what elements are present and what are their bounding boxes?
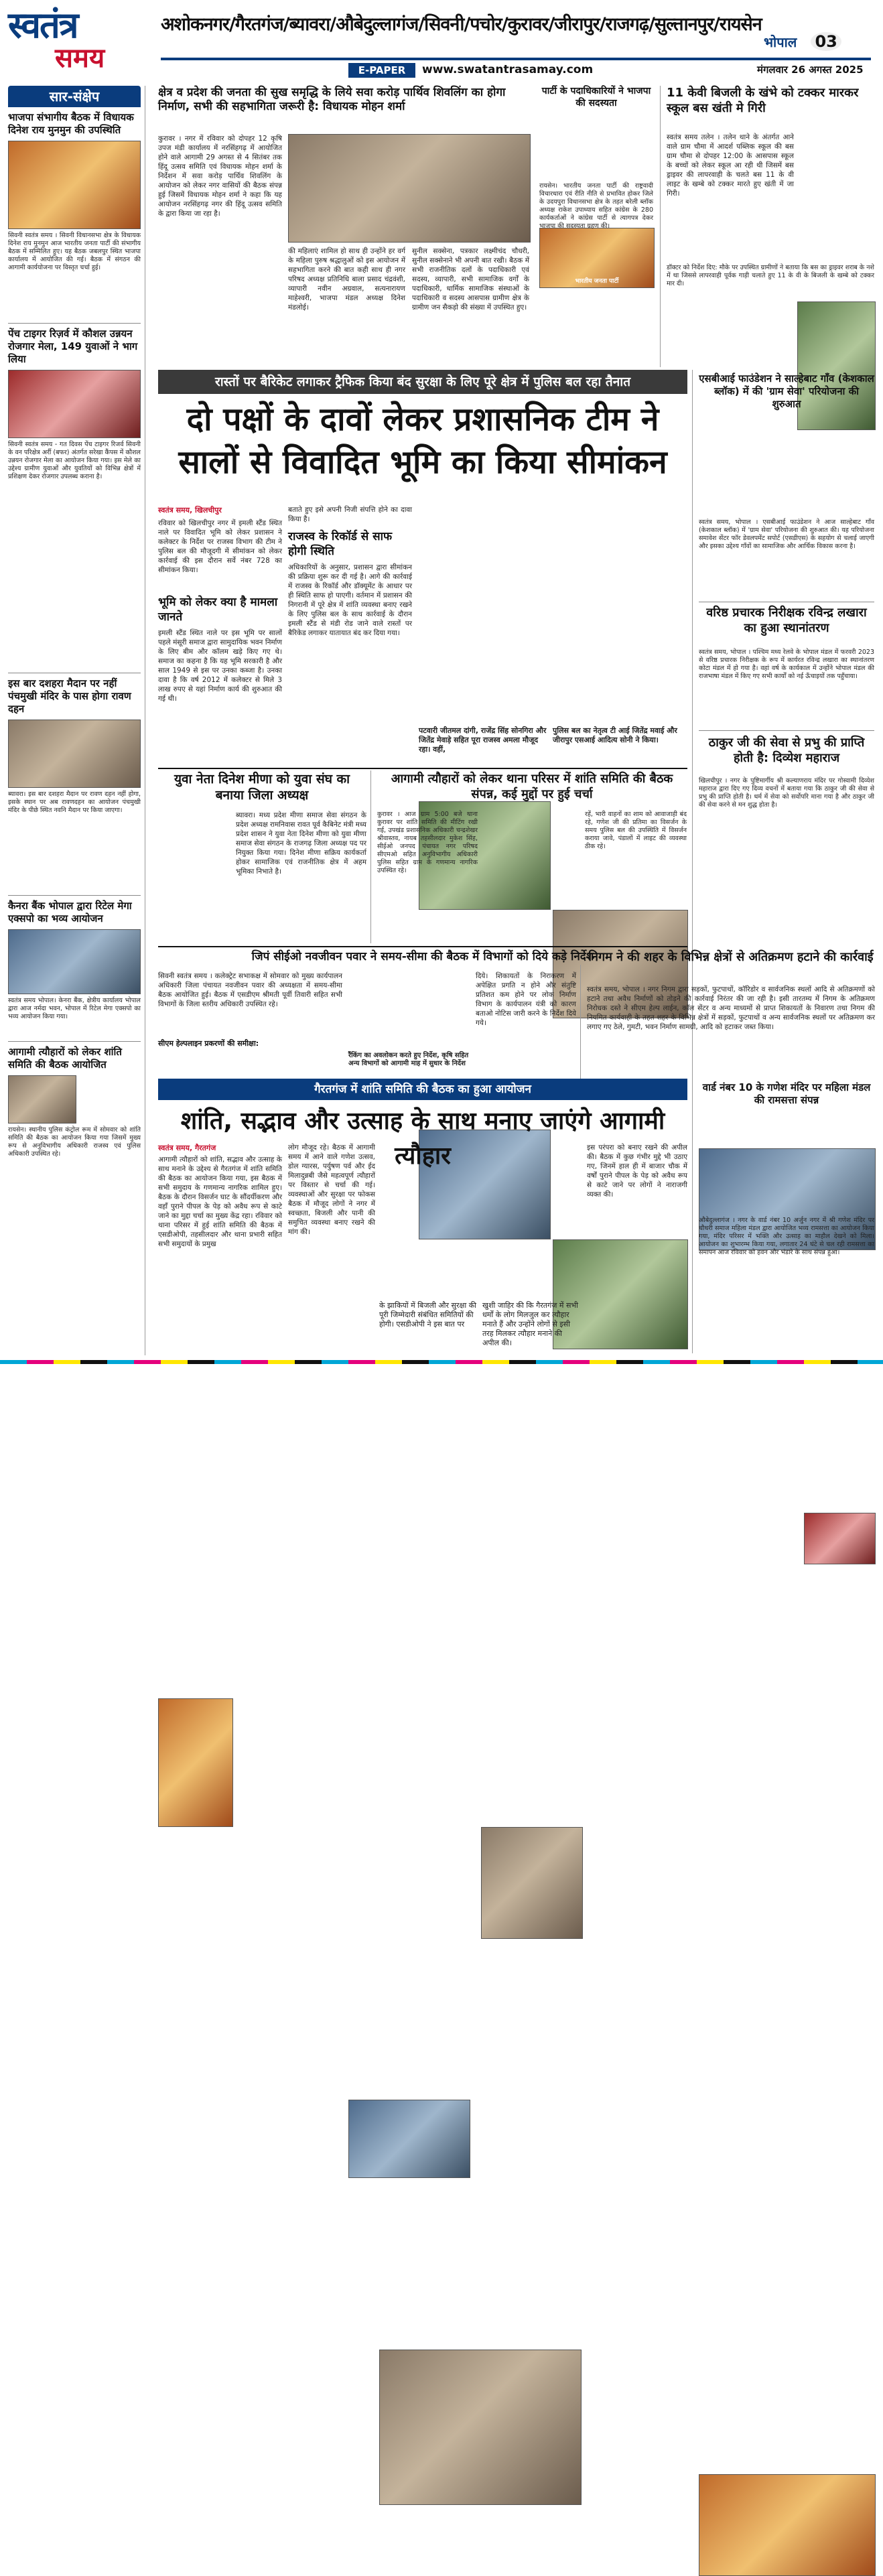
bottom-col2: लोग मौजूद रहे। बैठक में आगामी समय में आने वाले गणेश उत्सव, डोल ग्यारस, पर्युषण पर्व और ईद मिलादुन्नबी जैसे महत्वपूर्ण त्यौहारों पर विस्तार से चर्चा की गई। व्यवस्थाओं और सुरक्षा पर फोकस बैठक में मौजूद लोगों ने नगर में स्वच्छता, बिजली और पानी की समुचित व्यवस्था बनाए रखने की मांग की।	[288, 1144, 375, 1236]
lead-col1-body2: इमली स्टैंड स्थित नाले पर इस भूमि पर सालों पहले मंसूरी समाज द्वारा सामुदायिक भवन निर्माण के लिए बीम और कॉलम खड़े किए गए थे। समाज का कहना है कि यह भूमि सरकारी है और साल 1949 से इस पर उनका कब्जा है। उनका दावा है कि वर्ष 2012 में कलेक्टर से मिले 3 लाख रुपए से यहां निर्माण कार्य की शुरुआत की गई थी।	[158, 629, 282, 703]
party-banner-text: भारतीय जनता पार्टी	[575, 278, 619, 285]
lead-subhead-1: भूमि को लेकर क्या है मामला जानते	[158, 596, 278, 624]
lead-caption-1: पटवारी जीतमल दांगी, राजेंद्र सिंह सोनगिरा और जितेंद्र मेवाड़े सहित पूरा राजस्व अमला मौजूद रहा। वहीं,	[419, 726, 547, 754]
story-shanti-body2: रहें, भारी वाहनों का शाम को आवाजाही बंद रहे, गणेश जी की प्रतिमा का विसर्जन के समय पुलिस बल की उपस्थिति में विसर्जन कराया जावे, पंडालों में लाइट की व्यवस्था ठीक रहे।	[585, 811, 687, 850]
sidebar-photo-fair	[8, 370, 141, 438]
divider	[8, 1041, 141, 1042]
sidebar-item-body: सिवनी स्वतंत्र समय । सिवनी विधानसभा क्षेत्र के विधायक दिनेश राय मुनमुन आज भारतीय जनता पार्टी की संभागीय बैठक में सम्मिलित हुए। यह बैठक जबलपुर स्थित भाजपा कार्यालय में आयोजित की गई। बैठक में संगठन की आगामी कार्ययोजना पर विस्तृत चर्चा हुई।	[8, 232, 141, 271]
bottom-col4: इस परंपरा को बनाए रखने की अपील की। बैठक में कुछ गंभीर मुद्दे भी उठाए गए, जिनमें हाल ही में बाजार चौक में वर्षों पुराने पीपल के पेड़ को अवैध रूप से काटे जाने पर लोगों ने नाराजगी व्यक्त की।	[587, 1144, 687, 1199]
lead-headline-line1: दो पक्षों के दावों लेकर प्रशासनिक टीम ने	[186, 401, 659, 438]
edition-cities: अशोकनगर/गैरतगंज/ब्यावरा/औबेदुल्लागंज/सिवनी/पचोर/कुरावर/जीरापुर/राजगढ़/सुल्तानपुर/रायसेन	[161, 14, 762, 35]
story-zilla-body2: दिये। शिकायतों के निराकरण में अपेक्षित प्रगति न होने और संतुष्टि प्रतिशत कम होने पर लोक निर्माण विभाग के कार्यपालन यंत्री को कारण बताओ नोटिस जारी करने के निर्देश दिये गये।	[476, 972, 576, 1027]
epaper-badge[interactable]: E-PAPER	[348, 63, 415, 78]
story-yuva-headline: युवा नेता दिनेश मीणा को युवा संघ का बनाया जिला अध्यक्ष	[174, 772, 350, 803]
column-rule	[370, 770, 371, 943]
sidebar-item-body: रायसेन। स्थानीय पुलिस कंट्रोल रूम में सोमवार को शांति समिति की बैठक का आयोजन किया गया जिसमें मुख्य रूप से अनुविभागीय अधिकारी राजस्व एवं पुलिस अधिकारी उपस्थित रहे।	[8, 1126, 141, 1158]
bottom-headline: शांति, सद्भाव और उत्साह के साथ मनाए जाएंगे आगामी त्यौहार	[180, 1107, 665, 1170]
section-rule	[158, 768, 687, 769]
sidebar-item-headline: भाजपा संभागीय बैठक में विधायक दिनेश राय मुनमुन की उपस्थिति	[8, 111, 134, 136]
story-transfer-headline: वरिष्ठ प्रचारक निरीक्षक रविन्द्र लखारा का हुआ स्थानांतरण	[706, 606, 867, 635]
story-thakur-headline: ठाकुर जी की सेवा से प्रभु की प्राप्ति होती है: दिव्येश महाराज	[708, 736, 865, 765]
story-shivling-col1: कुरावर । नगर में रविवार को दोपहर 12 कृषि उपज मंडी कार्यालय में नरसिंहगढ़ में आयोजित होने वाले आगामी 29 अगस्त से 4 सितंबर तक हिंदू उत्सव समिति एवं विधायक मोहन शर्मा के निर्देशन में सवा करोड़ पार्थिव शिवलिंग के आयोजन को लेकर नगर वासियों की बैठक संपन्न हुई जिसमें विधायक मोहन शर्मा ने कहा कि यह आयोजन नरसिंहगढ़ नगर की हिंदू उत्सव समिति के द्वारा किया जा रहा है।	[158, 135, 282, 218]
lead-subhead-2: राजस्व के रिकॉर्ड से साफ होगी स्थिति	[288, 530, 393, 558]
story-yuva-photo	[158, 1698, 233, 1827]
website-link[interactable]: www.swatantrasamay.com	[422, 63, 594, 76]
story-yuva-body: ब्यावरा। मध्य प्रदेश मीणा समाज सेवा संगठन के प्रदेश अध्यक्ष रामनिवास रावत पूर्व कैबिनेट मंत्री मध्य प्रदेश शासन ने युवा नेता दिनेश मीणा को युवा मीणा समाज सेवा संगठन के राजगढ़ जिला अध्यक्ष पद पर नियुक्त किया गया। दिनेश मीणा सक्रिय कार्यकर्ता होकर सामाजिक एवं राजनीतिक क्षेत्र में अहम भूमिका निभाते है।	[236, 811, 366, 876]
sidebar	[8, 86, 141, 1355]
story-shivling-photo	[288, 134, 531, 243]
lead-caption-2: पुलिस बल का नेतृत्व टी आई जितेंद्र मवाई और जीरापुर एसआई आदित्य सोनी ने किया।	[553, 726, 677, 744]
sidebar-title: सार-संक्षेप	[8, 86, 141, 107]
lead-col2-body: अधिकारियों के अनुसार, प्रशासन द्वारा सीमांकन की प्रक्रिया शुरू कर दी गई है। आगे की कार्रवाई में राजस्व के रिकॉर्ड और डॉक्यूमेंट के आधार पर ही स्थिति साफ हो पाएगी। वर्तमान में प्रशासन की निगरानी में पूरे क्षेत्र में शांति व्यवस्था बनाए रखने के लिए पुलिस बल के साथ कार्रवाई के दौरान इमली स्टैंड से मंडी रोड जाने वाले रास्तों पर बैरिकेड लगाकर यातायात बंद कर दिया गया।	[288, 563, 412, 637]
story-nigam-headline: निगम ने की शहर के विभिन्न क्षेत्रों से अतिक्रमण हटाने की कार्रवाई	[588, 950, 874, 964]
page-number: 03	[811, 32, 841, 51]
lead-kicker-band: रास्तों पर बैरिकेट लगाकर ट्रैफिक किया बंद सुरक्षा के लिए पूरे क्षेत्र में पुलिस बल रहा तैनात	[158, 370, 687, 394]
page-info	[764, 32, 871, 56]
story-zilla-body: सिवनी स्वतंत्र समय । कलेक्ट्रेट सभाकक्ष में सोमवार को मुख्य कार्यपालन अधिकारी जिला पंचायत नवजीवन पवार की अध्यक्षता में समय-सीमा बैठक आयोजित हुई। बैठक में एसडीएम श्रीमती पूर्वी तिवारी सहित सभी विभागों के जिला स्तरीय अधिकारी उपस्थित रहे।	[158, 972, 342, 1008]
column-rule	[692, 1079, 693, 1353]
logo-main-text: स्वतंत्र	[8, 3, 78, 46]
divider	[8, 323, 141, 324]
bottom-kicker-band: गैरतगंज में शांति समिति की बैठक का हुआ आयोजन	[158, 1079, 687, 1100]
sidebar-photo-meeting	[8, 141, 141, 229]
sidebar-photo-police	[8, 1075, 76, 1124]
sidebar-item-body: ब्यावरा। इस बार दशहरा मैदान पर रावण दहन नहीं होगा, इसके स्थान पर अब रावणदहन का आयोजन पंचमुखी मंदिर के पीछे स्थित नवनि मैदान पर किया जाएगा।	[8, 791, 141, 814]
story-transfer-body: स्वतंत्र समय, भोपाल । पश्चिम मध्य रेलवे के भोपाल मंडल में फरवरी 2023 से वरिष्ठ प्रचारक निरीक्षक के रूप में कार्यरत रविन्द्र लखारा का स्थानांतरण कोटा मंडल में हो गया है। वहां वर्ष के कार्यकाल में उन्होंने भोपाल मंडल की राजभाषा मंडल में किए गए सभी कार्यों को नई ऊँचाइयों तक पहुँचाया।	[699, 649, 874, 680]
story-ngo-headline: एसबीआई फाउंडेशन ने साल्हेबाट गाँव (केशकाल ब्लॉक) में की 'ग्राम सेवा' परियोजना की शुरुआत	[699, 372, 874, 410]
story-shanti-photo	[481, 1827, 583, 1939]
divider	[699, 730, 874, 731]
story-transfer-photo	[804, 1513, 876, 1564]
bottom-col1: आगामी त्यौहारों को शांति, सद्भाव और उत्साह के साथ मनाने के उद्देश्य से गैरतगंज में शांति समिति की बैठक का आयोजन किया गया, इस बैठक में सभी समुदाय के गणमान्य नागरिक शामिल हुए। बैठक के दौरान विसर्जन घाट के सौंदर्यीकरण और वहाँ पुराने पीपल के पेड़ को अवैध रूप से काटे जाने का मुद्दा चर्चा का मुख्य केंद्र रहा। रविवार को थाना परिसर में हुई शांति समिति की बैठक में एसडीओपी, तहसीलदार और थाना प्रभारी सहित सभी समुदायों के प्रमुख	[158, 1156, 282, 1248]
color-registration-strip	[0, 1360, 883, 1364]
sidebar-item-headline: कैनरा बैंक भोपाल द्वारा रिटेल मेगा एक्सपो का भव्य आयोजन	[8, 900, 132, 925]
story-ngo-body: स्वतंत्र समय, भोपाल । एसबीआई फाउंडेशन ने आज साल्हेबाट गाँव (केशकाल ब्लॉक) में 'ग्राम सेवा' परियोजना की शुरुआत की। यह परियोजना समावेश सेंटर फॉर डेवलपमेंट सपोर्ट (एसडीएस) के सहयोग से चलाई जाएगी और इसका उद्देश्य गाँवों का सामाजिक और आर्थिक विकास करना है।	[699, 519, 874, 550]
bottom-photo	[379, 2350, 582, 2505]
sidebar-item-body: स्वतंत्र समय भोपाल। केनरा बैंक, क्षेत्रीय कार्यालय भोपाल द्वारा आज नर्मदा भवन, भोपाल में रिटेल मेगा एक्सपो का भव्य आयोजन किया गया।	[8, 997, 141, 1020]
story-zilla-subhead: सीएम हेल्पलाइन प्रकरणों की समीक्षा:	[158, 1039, 259, 1048]
lead-headline-line2: सालों से विवादित भूमि का किया सीमांकन	[178, 444, 667, 481]
story-bus-body2: डॉक्टर को निर्देश दिए: मौके पर उपस्थित ग्रामीणों ने बताया कि बस का ड्राइवर शराब के नशे में था जिससे लापरवाही पूर्वक गाड़ी चलाते हुए 11 के वी के बिजली के खम्बे को टक्कर मार दी।	[667, 264, 874, 287]
story-zilla-caption: रैंकिंग का अवलोकन करते हुए निर्देश, कृषि सहित अन्य विभागों को आगामी माह में सुधार के निर्देश	[348, 1052, 469, 1067]
lead-col2-top: बताते हुए इसे अपनी निजी संपत्ति होने का दावा किया है।	[288, 506, 412, 523]
story-shivling-col3: सुनील सक्सेना, पत्रकार लक्ष्मीचंद चौधरी, सुनील सक्सेनाने भी अपनी बात रखी। बैठक में सभी राजनीतिक दलों के पदाधिकारी एवं सदस्य, व्यापारी, सभी सामाजिक वर्गों के पदाधिकारी, धार्मिक सामाजिक संस्थाओं के पदाधिकारी व सदस्य आसपास ग्रामीण क्षेत्र के ग्रामीण जन सैकड़ो की संख्या में उपस्थित हुए।	[412, 247, 529, 312]
story-party-body: रायसेन। भारतीय जनता पार्टी की राष्ट्रवादी विचारधारा एवं रीति नीति से प्रभावित होकर जिले के उदयपुरा विधानसभा क्षेत्र के तहत बरेली ब्लॉक अध्यक्ष राकेश उपाध्याय सहित कांग्रेस के 280 कार्यकर्ताओं ने कांग्रेस पार्टी से त्यागपत्र देकर भाजपा की सदस्यता ग्रहण की।	[539, 182, 653, 230]
story-bus-headline: 11 केवी बिजली के खंभे को टक्कर मारकर स्कूल बस खंती मे गिरी	[667, 86, 859, 115]
issue-date: मंगलवार 26 अगस्त 2025	[757, 64, 864, 76]
bottom-col3b: खुशी जाहिर की कि गैरतगंज में सभी धर्मों के लोग मिलजुल कर त्यौहार मनाते हैं और उन्होंने लोगों से इसी तरह मिलकर त्यौहार मनाने की अपील की।	[482, 1301, 579, 1347]
story-ramsatta-headline: वार्ड नंबर 10 के गणेश मंदिर पर महिला मंडल की रामसत्ता संपन्न	[702, 1081, 871, 1106]
story-shanti-body: कुरावर । आज ग्राम 5:00 बजे थाना कुरावर पर शांति समिति की मीटिंग रखी गई, उपखंड प्रशासनिक अधिकारी चन्द्रशेखर श्रीवास्तव, नायब तहसीलदार मुकेश सिंह, सीईओ जनपद पंचायत नगर परिषद सीएमओ सहित अनुविभागीय अधिकारी पुलिस सहित ग्राम के गणमान्य नागरिक उपस्थित रहे।	[377, 811, 478, 874]
sidebar-item-headline: आगामी त्यौहारों को लेकर शांति समिति की बैठक आयोजित	[8, 1046, 122, 1071]
edition-city: भोपाल	[764, 34, 797, 50]
sidebar-item-body: सिवनी स्वतंत्र समय - गत दिवस पेंच टाइगर रिजर्व सिवनी के वन परिक्षेत्र अर्री (बफर) अंतर्गत सरेखा कैंपस में कौशल उन्नयन रोजगार मेला का आयोजन किया गया। इस मेले का उद्देश्य ग्रामीण युवाओं और युवतियों को विभिन्न क्षेत्रों में प्रशिक्षण देकर रोजगार उपलब्ध कराना है।	[8, 441, 141, 480]
sidebar-photo-expo	[8, 929, 141, 994]
story-nigam-body: स्वतंत्र समय, भोपाल । नगर निगम द्वारा सड़कों, फुटपाथों, कॉरिडोर व सार्वजनिक स्थलों आदि से अतिक्रमणों को हटाने तथा अवैध निर्माणों को तोड़ने की कार्रवाई निरंतर की जा रही है। इसी तारतम्य में निगम के अतिक्रमण निरोधक दस्ते ने सीएम हेल्प लाईन, कॉल सेंटर व अन्य माध्यमों से प्राप्त शिकायतों के निवारण तथा निगम की नियमित कार्यवाही के तहत शहर के विभिन्न क्षेत्रों में सड़कों, फुटपाथों व अन्य सार्वजनिक स्थलों पर अतिक्रमण कर लगाए गए ठेले, गुमटी, भवन निर्माण सामग्री, आदि को हटाकर जब्त किया।	[587, 986, 875, 1031]
sidebar-item-headline: इस बार दशहरा मैदान पर नहीं पंचमुखी मंदिर के पास होगा रावण दहन	[8, 677, 131, 715]
bottom-col3a: के झाकियों में बिजली और सुरक्षा की पूरी जिम्मेदारी संबंधित समितियों की होगी। एसडीओपी ने इस बात पर	[379, 1301, 477, 1329]
story-zilla-photo	[348, 2100, 470, 2178]
story-shivling-headline: क्षेत्र व प्रदेश की जनता की सुख समृद्धि के लिये सवा करोड़ पार्थिव शिवलिंग का होगा निर्माण, सभी की सहभागिता जरूरी है: विधायक मोहन शर्मा	[158, 86, 506, 114]
logo-sub-text: समय	[55, 42, 105, 74]
column-rule	[580, 965, 581, 1079]
divider	[8, 895, 141, 896]
story-bus-body: स्वतंत्र समय तलेन । तलेन थाने के अंतर्गत आने वाले ग्राम चौमा में आदर्श पब्लिक स्कूल की बस ग्राम चौमा से दोपहर 12:00 के आसपास स्कूल के बच्चों को लेकर स्कूल आ रही थी जिसमें बस ड्राइवर की लापरवाही के चलते बस 11 के वी लाइट के खम्बे को टक्कर मारते हुए खंती में जा गिरी।	[667, 133, 794, 198]
story-shivling-col2: की महिलाएं शामिल हो साथ ही उन्होंने हर वर्ग के महिला पुरुष श्रद्धालुओं को इस आयोजन में सहभागिता करने की बात कही साथ ही नगर परिषद अध्यक्ष प्रतिनिधि बाला प्रसाद चंद्रवंशी, व्यापारी नवीन अग्रवाल, सत्यनारायण माहेश्वरी, भाजपा मंडल अध्यक्ष दिनेश मंडलोई।	[288, 247, 405, 312]
story-ramsatta-body: औबेदुल्लागंज । नगर के वार्ड नंबर 10 अर्जुन नगर में श्री गणेश मंदिर पर चौधरी समाज महिला मंडल द्वारा आयोजित भव्य रामसत्ता का आयोजन किया गया, मंदिर परिसर में भक्ति और उत्साह का माहौल देखने को मिला। आयोजन का शुभारम्भ किया गया, लगातार 24 घंटे से चल रही रामसत्ता का समापन आज रविवार को हवन और भंडारे के साथ संपन्न हुआ।	[699, 1217, 874, 1256]
story-ramsatta-photo	[699, 2474, 876, 2576]
section-rule	[158, 946, 687, 947]
story-shanti-headline: आगामी त्यौहारों को लेकर थाना परिसर में शांति समिति की बैठक संपन्न, कई मुद्दों पर हुई चर्चा	[391, 772, 673, 801]
story-thakur-body: खिलचीपुर । नगर के पुष्टिमार्गीय श्री कल्याणराय मंदिर पर गोस्वामी दिव्येश महाराज द्वारा दिए गए दिव्य वचनों में बताया गया कि ठाकुर जी की सेवा से प्रभु की प्राप्ति होती है। धर्म में सेवा को सर्वोपरि माना गया है और ठाकुर जी की सेवा करने से मन शुद्ध होता है।	[699, 777, 874, 809]
column-rule	[660, 86, 661, 367]
lead-byline: स्वतंत्र समय, खिलचीपुर	[158, 506, 222, 515]
bottom-byline: स्वतंत्र समय, गैरतगंज	[158, 1144, 216, 1152]
sidebar-item-headline: पेंच टाइगर रिज़र्व में कौशल उन्नयन रोजगार मेला, 149 युवाओं ने भाग लिया	[8, 328, 138, 365]
story-party-headline: पार्टी के पदाधिकारियों ने भाजपा की सदस्यता	[541, 86, 651, 109]
newspaper-logo	[8, 5, 149, 79]
lead-col1-body: रविवार को खिलचीपुर नगर में इमली स्टैंड स्थित नाले पर विवादित भूमि को लेकर प्रशासन ने कलेक्टर के निर्देश पर राजस्व विभाग की टीम ने पुलिस बल की मौजूदगी में सीमांकन को लेकर कार्रवाई की इस दौरान सर्वे नंबर 728 का सीमांकन किया।	[158, 519, 282, 574]
sidebar-photo-dussehra	[8, 720, 141, 788]
masthead-rule	[161, 58, 871, 60]
story-zilla-headline: जिपं सीईओ नवजीवन पवार ने समय-सीमा की बैठक में विभागों को दिये कड़े निर्देश	[251, 950, 594, 963]
